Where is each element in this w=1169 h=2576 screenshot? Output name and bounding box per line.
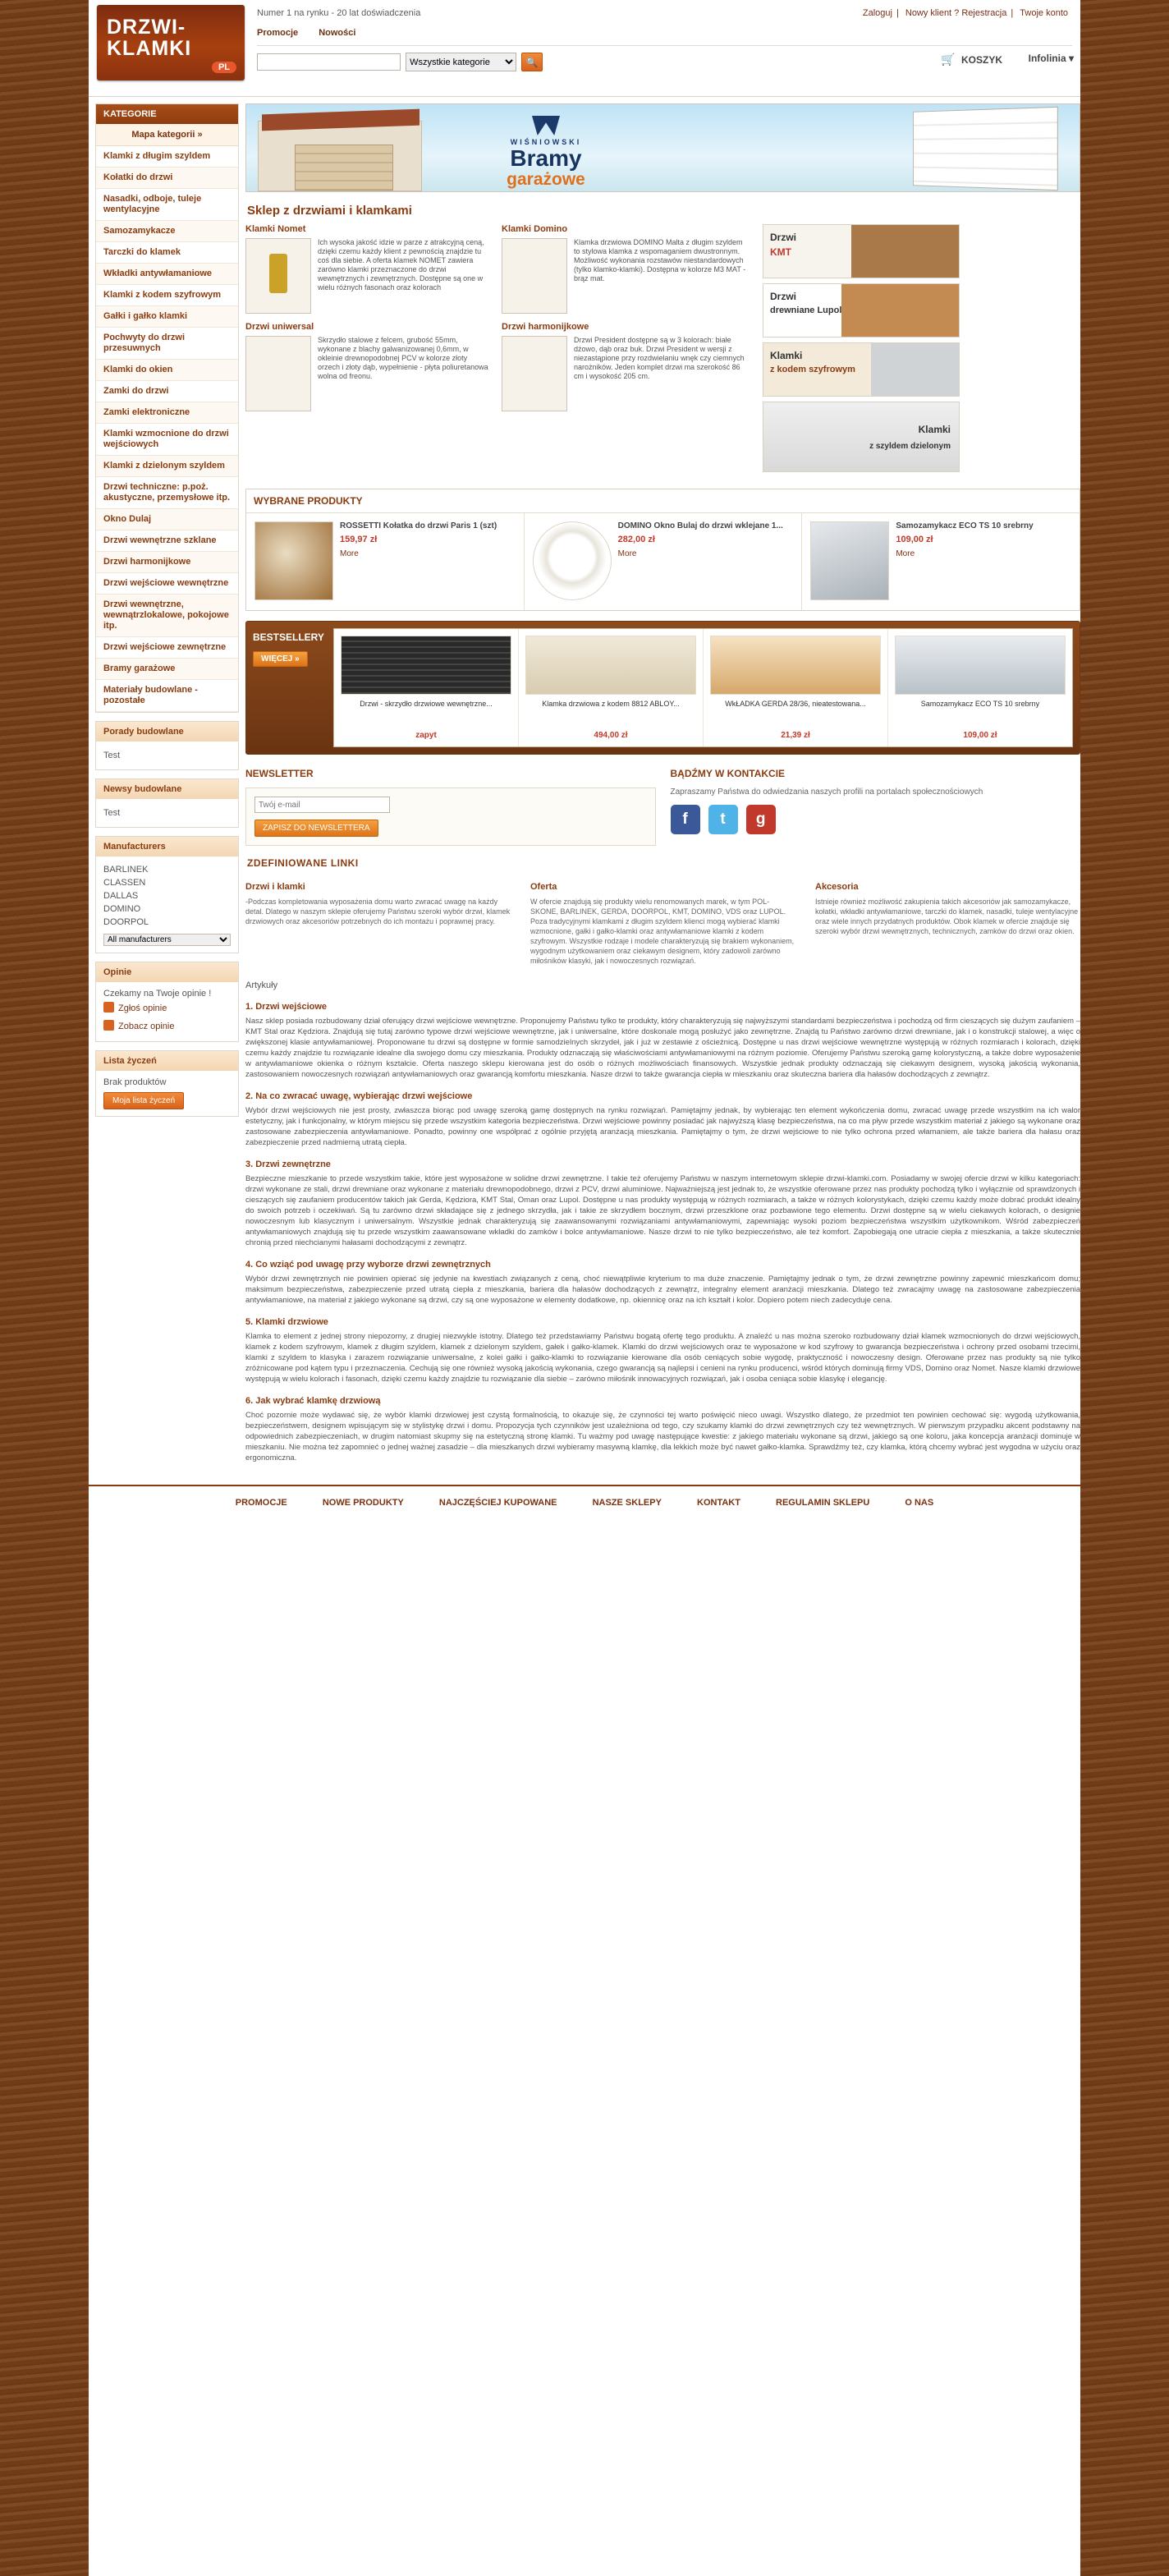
nav-promocje[interactable]: Promocje: [257, 28, 299, 38]
site-header: [89, 0, 1080, 97]
search-icon[interactable]: 🔍: [521, 53, 543, 71]
product-card[interactable]: [802, 513, 1080, 610]
bestseller-item[interactable]: [334, 629, 519, 746]
sidebar-item-category[interactable]: Drzwi techniczne: p.poż. akustyczne, przemysłowe itp.: [96, 477, 238, 509]
sidebar-item-category[interactable]: Bramy garażowe: [96, 659, 238, 680]
defined-links-wrap: [245, 882, 1080, 966]
news-body: [96, 799, 238, 827]
chevron-down-icon: ▾: [1068, 53, 1074, 64]
bestsellers-panel: [245, 621, 1080, 755]
bestseller-name: Klamka drzwiowa z kodem 8812 ABLOY...: [542, 700, 680, 708]
cart-button[interactable]: [941, 53, 1002, 67]
search-input[interactable]: [257, 53, 401, 71]
footer-link-nasze-sklepy[interactable]: NASZE SKLEPY: [592, 1498, 662, 1508]
sidebar-item-category[interactable]: Zamki elektroniczne: [96, 402, 238, 424]
bestsellers-title: BESTSELLERY: [253, 631, 324, 643]
my-wishlist-button[interactable]: Moja lista życzeń: [103, 1092, 184, 1109]
cart-label: KOSZYK: [960, 54, 1002, 66]
tips-item[interactable]: Test: [103, 751, 121, 760]
main-content: [245, 103, 1080, 1463]
bestseller-price: zapyt: [415, 731, 437, 740]
newsletter-submit-button[interactable]: ZAPISZ DO NEWSLETTERA: [254, 820, 378, 837]
article-title: 5. Klamki drzwiowe: [245, 1317, 328, 1327]
sidebar-item-category[interactable]: Klamki z dzielonym szyldem: [96, 456, 238, 477]
google-plus-icon[interactable]: g: [746, 805, 776, 834]
intro-card-text: Ich wysoka jakość idzie w parze z atrakcyjną ceną, dzięki czemu każdy klient z pewnością znajdzie tu coś dla siebie. A oferta klamek NOMET zawiera zarówno klamki przeznaczone do drzwi wewnętrznych i zewnętrznych. Dostępne są one w wielu różnych fasonach oraz kolorach: [318, 238, 484, 292]
product-price: 109,00 zł: [896, 535, 933, 544]
banner-brand-block: [452, 116, 640, 189]
my-account-link[interactable]: Twoje konto: [1020, 8, 1068, 18]
opinions-head: Opinie: [96, 962, 238, 982]
article-text: Wybór drzwi wejściowych nie jest prosty, zwłaszcza biorąc pod uwagę szeroką gamę dostępnych na rynku rozwiązań. Pamiętajmy jednak, by wybierając ten element wykończenia domu, zwracać uwagę przede wszystkim na ich walor estetyczny, jak i funkcjonalny, w którym miejscu się przede wszystkim kategoria bezpieczeństwa. Drzwi wejściowe powinny posiadać jak najwyższą klasę bezpieczeństwa, na co ma pływ przede wszystkim materiał z jakiego są wykonane oraz zastosowane zabezpieczenia antywłamaniowe. Ponadto, powinny one współprać z ogólnie przyjętą aranżacją mieszkania. Pamiętajmy o tym, że drzwi wejściowe to nie tylko ochrona przed włamaniem, ale także bariera dla hałasu oraz zabezpieczenie przed nadmierną utratą ciepła.: [245, 1106, 1080, 1147]
defined-links-col-text: Istnieje również możliwość zakupienia takich akcesoriów jak samozamykacze, kołatki, wkładki antywłamaniowe, tarczki do klamek, nasadki, tuleje wentylacyjne oraz wiele innych przydatnych produktów. Obok klamek w ofercie znajduje się szeroki wybór drzwi wewnętrznych, technicznych, zamków do drzwi oraz okien.: [815, 898, 1079, 935]
ad-label: Drzwi: [770, 232, 797, 243]
newsletter-col: [245, 768, 656, 846]
bestseller-name: WkŁADKA GERDA 28/36, nieatestowana...: [725, 700, 866, 708]
bestseller-name: Drzwi - skrzydło drzwiowe wewnętrzne...: [360, 700, 493, 708]
banner-roof: [262, 109, 419, 131]
defined-links-head: ZDEFINIOWANE LINKI: [247, 857, 359, 869]
view-opinion-label: Zobacz opinie: [118, 1022, 175, 1031]
product-more-link[interactable]: More: [617, 549, 637, 558]
nav-nowosci[interactable]: Nowości: [319, 28, 356, 38]
ad-label: Drzwi: [770, 291, 797, 302]
article-text: Nasz sklep posiada rozbudowany dział oferujący drzwi wejściowe wewnętrzne. Proponujemy Państwu tylko te produkty, który charakteryzują się najwyższymi standardami bezpieczeństwa i pochodzą od firm cieszących się dużym zaufaniem – KMT Stal oraz Kędziora. Znajdują się tutaj zarówno typowe drzwi wejściowe wewnętrzne, jak i uniwersalne, które doskonale mogą posłużyć jako zewnętrzne. Znajdą tu Państwo zarówno drzwi drewniane, jak i o konstrukcji stalowej, a więc o zwiększonej klasie antywłamaniowej. Proponowane tu drzwi są dostępne w formie samodzielnych skrzydeł, jak i już w zestawie z ościeżnicą. Dostępne u nas drzwi wejściowe wewnętrzne występują w różnych rozmiarach i kolorach, dzięki czemu każdy znajdzie tu rozwiązanie idealne dla swojego domu czy mieszkania. Produkty odznaczają się właściwościami antywłamaniowymi na różnym poziomie. Oferujemy Państwu szeroką gamę kolorystyczną, a także dobre wyposażenie w antywłamaniowe okienka o różnym kształcie. Oferta naszego sklepu kierowana jest do osób o różnych możliwościach finansowych. Wszystkie jednak produkty odznaczają się ciekawym designem, wysoką jakością wykonania, zastosowaniem nowoczesnych rozwiązań antywłamaniowych oraz gwarancją komfortu mieszkania. Nasze drzwi to także gwarancja ciepła w mieszkaniu oraz skuteczna bariera dla hałasów dochodzących z zewnątrz.: [245, 1017, 1080, 1079]
manufacturer-item[interactable]: DALLAS: [103, 891, 139, 901]
sidebar-item-category[interactable]: Wkładki antywłamaniowe: [96, 264, 238, 285]
manufacturers-block: [95, 836, 239, 953]
side-ads: [763, 224, 960, 477]
top-info-bar: [257, 8, 1072, 18]
featured-products-panel: [245, 489, 1080, 611]
articles-head: Artykuły: [245, 980, 278, 990]
wood-panel-left: [0, 0, 89, 2576]
ad-label-2: z szyldem dzielonym: [869, 442, 951, 451]
newsletter-email-input[interactable]: [254, 797, 390, 813]
footer-link-o-nas[interactable]: O NAS: [905, 1498, 934, 1508]
sidebar-item-category[interactable]: Klamki do okien: [96, 360, 238, 381]
article-text: Klamka to element z jednej strony niepozorny, z drugiej niezwykle istotny. Dlatego też przedstawiamy Państwu bogatą ofertę tego produktu. A znaleźć u nas można szeroko rozbudowany dział klamek wzmocnionych do drzwi wejściowych, klamek z kodem szyfrowym, klamek z długim szyldem, klamek z dzielonym szyldem, gałek i gałko-klamek. Klamki do drzwi wejściowych oraz te wyposażone w kod szyfrowy to gwarancja bezpieczeństwa i ochrony przed osobami trzecimi, klamki z szyldem to klasyka i zarazem rozwiązanie uniwersalne, z kolei gałki i gałko-klamki to rozwiązanie kierowane dla osób ceniących sobie wygodę, praktyczność i nowoczesny design. Oferowane przez nas produkty są nie tylko zróżnicowane pod kątem typu i przeznaczenia. Cechują się one również wysoką jakością wykonania, czego gwarancją są najlepsi i cenieni na rynku producenci, wśród których dominują firmy VDS, Domino oraz Nomet. Nasze klamki drzwiowe występują w wielu kolorach i fasonach, dzięki czemu każdy znajdzie tu rozwiązanie dla siebie – zarówno miłośnik innowacyjnych rozwiązań, jak i osoba ceniąca sobie klasykę i elegancję.: [245, 1332, 1080, 1384]
hotline-label: Infolinia: [1028, 53, 1066, 64]
logo-line-2: KLAMKI: [107, 37, 192, 60]
intro-card-text: Klamka drzwiowa DOMINO Malta z długim szyldem to stylowa klamka z wspomaganiem dwustronnym. Możliwość wykonania rozstawów niestandardowych (tylko klamko-klamki). Dostępna w kolorze M3 MAT - brąz mat.: [574, 238, 746, 282]
footer-link-regulamin[interactable]: REGULAMIN SKLEPU: [776, 1498, 870, 1508]
sidebar-item-category[interactable]: Nasadki, odboje, tuleje wentylacyjne: [96, 189, 238, 221]
opinions-block: [95, 962, 239, 1042]
article-text: Wybór drzwi zewnętrznych nie powinien opierać się jedynie na kwestiach związanych z ceną, choć niewątpliwie kryterium to ma duże znaczenie. Pamiętajmy jednak o tym, że drzwi zewnętrzne powinny zapewnić mieszkańcom domu; maksimum bezpieczeństwa, zabezpieczenie przed utratą ciepła z mieszkania, bariera dla hałasów dochodzących z zewnątrz, integralny element aranżacji mieszkania. Dlatego też zwracajmy uwagę na zastosowane zabezpieczenia antywłamaniowe, na materiał z jakiego wykonane są drzwi, czy są one wyposażone w elementy dodatkowe, np. okiennicę oraz na ich kształt i kolor. Dopiero potem niech zadecyduje cena.: [245, 1274, 1080, 1305]
manufacturer-item[interactable]: DOMINO: [103, 904, 141, 914]
wishlist-empty-text: Brak produktów: [103, 1077, 167, 1087]
login-link[interactable]: Zaloguj: [862, 8, 892, 18]
bestseller-item[interactable]: [519, 629, 704, 746]
intro-card-image: [245, 238, 311, 314]
article-title: 1. Drzwi wejściowe: [245, 1002, 328, 1012]
ad-banner-kmt[interactable]: [763, 224, 960, 278]
opinions-body: [96, 982, 238, 1041]
sidebar-item-category[interactable]: Kołatki do drzwi: [96, 168, 238, 189]
product-price: 282,00 zł: [617, 535, 655, 544]
cart-icon: 🛒: [941, 53, 956, 66]
contact-col: [671, 768, 1081, 846]
newsletter-head: NEWSLETTER: [245, 768, 314, 779]
intro-card-image: [502, 238, 567, 314]
page-container: [89, 0, 1080, 2576]
banner-title: Bramy: [510, 145, 582, 171]
sidebar-item-category[interactable]: Pochwyty do drzwi przesuwnych: [96, 328, 238, 360]
sidebar-item-category[interactable]: Drzwi wewnętrzne, wewnątrzlokalowe, pokojowe itp.: [96, 595, 238, 637]
hero-banner[interactable]: [245, 103, 1080, 192]
register-link[interactable]: Nowy klient ? Rejestracja: [905, 8, 1007, 18]
report-opinion-link[interactable]: [103, 999, 231, 1017]
body-wrapper: [89, 103, 1080, 1463]
bestseller-image: [525, 636, 696, 695]
ad-banner-kod-szyfrowy[interactable]: [763, 342, 960, 397]
bestseller-price: 494,00 zł: [594, 731, 628, 740]
bestseller-price: 109,00 zł: [963, 731, 997, 740]
logo-badge-pl: PL: [212, 62, 236, 73]
intro-card[interactable]: [245, 224, 490, 314]
banner-house-image: [258, 121, 422, 191]
intro-card-text: Skrzydło stalowe z felcem, grubość 55mm, wykonane z blachy galwanizowanej 0,6mm, w okleinie drewnopodobnej PCV w kolorze złoty orzech i złoty dąb, wypełnienie - płyta poliuretanowa wolna od freonu.: [318, 336, 488, 380]
sidebar-item-category[interactable]: Zamki do drzwi: [96, 381, 238, 402]
featured-products-head: WYBRANE PRODUKTY: [246, 489, 1080, 513]
product-image: [810, 521, 889, 600]
category-map-link[interactable]: Mapa kategorii »: [96, 124, 238, 146]
articles-section: [245, 980, 1080, 1463]
contact-text: Zapraszamy Państwa do odwiedzania naszych profili na portalach społecznościowych: [670, 787, 983, 797]
defined-links-col-text: W ofercie znajdują się produkty wielu renomowanych marek, w tym POL-SKONE, BARLINEK, GERDA, DOORPOL, KMT, DOMINO, VDS oraz LUPOL. Poza tradycyjnymi klamkami z długim szyldem klienci mogą wybierać klamki wzmocnione, gałki i gałko-klamki oraz antywłamaniowe klamki z kodem szyfrowym. Wszystkie rodzaje i modele charakteryzują się brakiem wykonaniem, wygodnym użytkowaniem oraz ciekawym designem, który zadowoli zarówno miłośników klasyki, jak i nowoczesnych rozwiązań.: [530, 898, 795, 965]
sidebar: [95, 103, 239, 1125]
sidebar-item-category[interactable]: Klamki z kodem szyfrowym: [96, 285, 238, 306]
sidebar-item-category[interactable]: Tarczki do klamek: [96, 242, 238, 264]
article-title: 4. Co wziąć pod uwagę przy wyborze drzwi zewnętrznych: [245, 1260, 491, 1270]
news-block: [95, 778, 239, 828]
wishlist-block: [95, 1050, 239, 1117]
sidebar-item-category[interactable]: Drzwi wewnętrzne szklane: [96, 530, 238, 552]
defined-links-col-title: Oferta: [530, 882, 557, 892]
wishlist-body: [96, 1071, 238, 1116]
ad-label-2: KMT: [770, 246, 791, 258]
defined-links-col: [245, 882, 511, 966]
pencil-icon: [103, 1002, 114, 1012]
article-text: Bezpieczne mieszkanie to przede wszystkim takie, które jest wyposażone w solidne drzwi zewnętrzne. I takie też oferujemy Państwu w naszym internetowym sklepie drzwi-klamki.com. Posiadamy w swojej ofercie drzwi w kilku kategoriach: drzwi wykonane ze stali, drzwi drewniane oraz wykonane z materiału drewnopodobnego, drzwi z PCV, drzwi aluminiowe. Najważniejszą jest jednak to, że wszystkie oferowane przez nas produkty pochodzą tylko i wyłącznie od sprawdzonych i cieszących się zaufaniem producentów takich jak Gerda, Kędziora, KMT Stal, Oman oraz Lupol. Dostępne u nas produkty występują w różnych rozmiarach, a także w różnych kolorystykach, dzięki czemu każdy może dobrać produkt idealny do swoich potrzeb i oczekiwań. Są tu zarówno drzwi składające się z jednego skrzydła, jak i takie ze skrzydłem bocznym, drzwi przeszklone oraz pozbawione tego elementu. Drzwi dostępne są w wielu ciekawych kolorach, o designie nowoczesnym lub klasycznym i uniwersalnym. Wszystkie jednak charakteryzują się zaawansowanymi rozwiązaniami antywłamaniowymi, zapewniając wysoki poziom bezpieczeństwa wszystkim użytkownikom. Wśród zabezpieczeń antywłamaniowych znajdują się tu przede wszystkim zaawansowane wkładki do zamków i bolce antywłamaniowe. Nasze drzwi to nie tylko bezpieczeństwo, ale też komfort. Zapobiegają one utracie ciepła z mieszkania, a także skutecznie chronią przed niechcianymi hałasami dochodzącymi z zewnątrz.: [245, 1174, 1080, 1247]
intro-wrapper: [245, 224, 1080, 477]
intro-title: Sklep z drzwiami i klamkami: [247, 204, 412, 218]
defined-links-col: [530, 882, 795, 966]
categories-head: KATEGORIE: [96, 104, 238, 124]
intro-card-title: Klamki Domino: [502, 224, 568, 234]
defined-links-col-title: Drzwi i klamki: [245, 882, 305, 892]
product-name: Samozamykacz ECO TS 10 srebrny: [896, 521, 1034, 530]
bestseller-image: [895, 636, 1066, 695]
eye-icon: [103, 1020, 114, 1031]
bestseller-item[interactable]: [888, 629, 1072, 746]
intro-card-title: Drzwi harmonijkowe: [502, 322, 589, 332]
tips-body: [96, 742, 238, 769]
banner-door-image: [913, 107, 1058, 191]
product-image: [254, 521, 333, 600]
article-title: 6. Jak wybrać klamkę drzwiową: [245, 1396, 381, 1406]
article-title: 3. Drzwi zewnętrzne: [245, 1159, 331, 1169]
intro-card-title: Drzwi uniwersal: [245, 322, 314, 332]
ad-banner-szyld-dzielony[interactable]: [763, 402, 960, 472]
footer-link-kontakt[interactable]: KONTAKT: [697, 1498, 740, 1508]
tips-block: [95, 721, 239, 770]
intro-card-text: Drzwi President dostępne są w 3 kolorach: białe dżowo, dąb oraz buk. Drzwi President w wersji z niezastąpione przy rozdwielaniu wnęk czy ciemnych narożników. Jeden komplet drzwi ma szerokość 86 cm i wysokość 205 cm.: [574, 336, 745, 380]
product-price: 159,97 zł: [340, 535, 378, 544]
sidebar-item-category[interactable]: Klamki z długim szyldem: [96, 146, 238, 168]
report-opinion-label: Zgłoś opinie: [118, 1003, 167, 1013]
article-text: Choć pozornie może wydawać się, że wybór klamki drzwiowej jest czystą formalnością, to okazuje się, że czynności tej warto poświęcić nieco uwagi. Wszystko dlatego, że przedmiot ten powinien cechować się: wygodą użytkowania, bezpieczeństwem, designem wpisującym się w stylistykę drzwi i domu. Propozycja tych czynników jest uzależniona od tego, czy szukamy klamki do drzwi zewnętrznych czy też wewnętrznych. W pierwszym przypadku akcent podstawny na odpowiednich zabezpieczeniach, w drugim natomiast skupmy się na estetyczną stronę klamki. Tu ważmy pod uwagę następujące kwestie: z jakiego materiału wykonane są drzwi, jakiego są one koloru, jaka koncepcja aranżacji dominuje w mieszkaniu. Nie można też zapomnieć o jednej ważnej zasadzie – dla mieszkanych drzwi wybieramy masywną klamkę, dla lekkich może być nawet gałko-klamka. Sprawdźmy też, czy klamka, którą chcemy wybrać jest wygodna w użyciu oraz ergonomiczna.: [245, 1411, 1080, 1462]
sidebar-item-category[interactable]: Okno Dulaj: [96, 509, 238, 530]
category-list: [96, 146, 238, 712]
sidebar-item-category[interactable]: Gałki i gałko klamki: [96, 306, 238, 328]
banner-garage-door: [295, 145, 393, 191]
product-name: DOMINO Okno Bulaj do drzwi wklejane 1...: [617, 521, 783, 530]
product-card[interactable]: [525, 513, 803, 610]
product-more-link[interactable]: More: [896, 549, 915, 558]
intro-card[interactable]: [502, 322, 746, 411]
manufacturers-select[interactable]: [103, 934, 231, 946]
ad-label: Klamki: [918, 424, 951, 435]
hotline-dropdown[interactable]: [1029, 53, 1074, 64]
intro-card-title: Klamki Nomet: [245, 224, 306, 234]
bestsellers-head: [253, 628, 325, 747]
tips-head: Porady budowlane: [96, 722, 238, 742]
manufacturers-head: Manufacturers: [96, 837, 238, 856]
defined-links-col-text: -Podczas kompletowania wyposażenia domu warto zwracać uwagę na każdy detal. Dlatego w naszym sklepie oferujemy Państwu szeroki wybór drzwi, klamek drzwiowych oraz akcesoriów potrzebnych do ich montażu i poprawnej pracy.: [245, 898, 511, 925]
news-head: Newsy budowlane: [96, 779, 238, 799]
defined-links-col: [815, 882, 1080, 966]
footer-link-promocje[interactable]: PROMOCJE: [235, 1498, 287, 1508]
intro-card-image: [502, 336, 567, 411]
site-footer: [89, 1485, 1080, 1522]
opinions-text: Czekamy na Twoje opinie !: [103, 989, 212, 999]
sidebar-item-category[interactable]: Drzwi wejściowe zewnętrzne: [96, 637, 238, 659]
defined-links-col-title: Akcesoria: [815, 882, 859, 892]
contact-head: BĄDŹMY W KONTAKCIE: [670, 768, 786, 779]
intro-card-image: [245, 336, 311, 411]
sidebar-item-category[interactable]: Klamki wzmocnione do drzwi wejściowych: [96, 424, 238, 456]
intro-cards: [245, 224, 754, 477]
view-opinion-link[interactable]: [103, 1017, 231, 1035]
twitter-icon[interactable]: t: [708, 805, 738, 834]
manufacturer-item[interactable]: DOORPOL: [103, 917, 149, 927]
account-links: Zaloguj | Nowy klient ? Rejestracja | Twoje konto: [862, 8, 1068, 18]
newsletter-contact-row: [245, 768, 1080, 846]
wishlist-head: Lista życzeń: [96, 1051, 238, 1071]
ad-label-2: drewniane Lupol: [770, 305, 842, 315]
sidebar-item-category[interactable]: Materiały budowlane - pozostałe: [96, 680, 238, 712]
ad-label-2: z kodem szyfrowym: [770, 365, 855, 374]
social-links: [671, 805, 1081, 834]
bestseller-name: Samozamykacz ECO TS 10 srebrny: [920, 700, 1040, 708]
categories-block: [95, 103, 239, 713]
bestseller-price: 21,39 zł: [781, 731, 810, 740]
logo-line-1: DRZWI-: [107, 16, 186, 39]
banner-brand-name: WIŚNIOWSKI: [510, 138, 582, 146]
manufacturer-item[interactable]: CLASSEN: [103, 878, 146, 888]
product-image: [533, 521, 612, 600]
facebook-icon[interactable]: f: [671, 805, 700, 834]
wisniowski-logo-icon: [532, 116, 560, 135]
featured-products-row: [246, 513, 1080, 610]
bestsellers-more-button[interactable]: WIĘCEJ »: [253, 651, 308, 667]
footer-link-najczesciej-kupowane[interactable]: NAJCZĘŚCIEJ KUPOWANE: [438, 1498, 557, 1508]
site-logo[interactable]: [97, 5, 245, 80]
wood-panel-right: [1080, 0, 1169, 2576]
top-navigation: [257, 28, 1072, 46]
ad-label: Klamki: [770, 350, 803, 361]
news-item[interactable]: Test: [103, 808, 121, 818]
bestseller-image: [341, 636, 511, 695]
article-title: 2. Na co zwracać uwagę, wybierając drzwi wejściowe: [245, 1091, 473, 1101]
bestsellers-list: [333, 628, 1073, 747]
search-category-select[interactable]: [406, 53, 516, 71]
intro-card[interactable]: [502, 224, 746, 314]
sidebar-item-category[interactable]: Samozamykacze: [96, 221, 238, 242]
banner-subtitle: garażowe: [507, 170, 585, 189]
manufacturers-list: [96, 856, 238, 953]
sidebar-item-category[interactable]: Drzwi wejściowe wewnętrzne: [96, 573, 238, 595]
sidebar-item-category[interactable]: Drzwi harmonijkowe: [96, 552, 238, 573]
intro-card[interactable]: [245, 322, 490, 411]
search-bar: [257, 53, 543, 71]
manufacturer-item[interactable]: BARLINEK: [103, 865, 149, 875]
newsletter-box: [245, 787, 656, 846]
footer-link-nowe-produkty[interactable]: NOWE PRODUKTY: [322, 1498, 404, 1508]
product-more-link[interactable]: More: [340, 549, 359, 558]
bestseller-image: [710, 636, 881, 695]
product-card[interactable]: [246, 513, 525, 610]
site-slogan: Numer 1 na rynku - 20 lat doświadczenia: [257, 8, 421, 18]
ad-banner-lupol[interactable]: [763, 283, 960, 337]
bestseller-item[interactable]: [704, 629, 888, 746]
product-name: ROSSETTI Kołatka do drzwi Paris 1 (szt): [340, 521, 497, 530]
